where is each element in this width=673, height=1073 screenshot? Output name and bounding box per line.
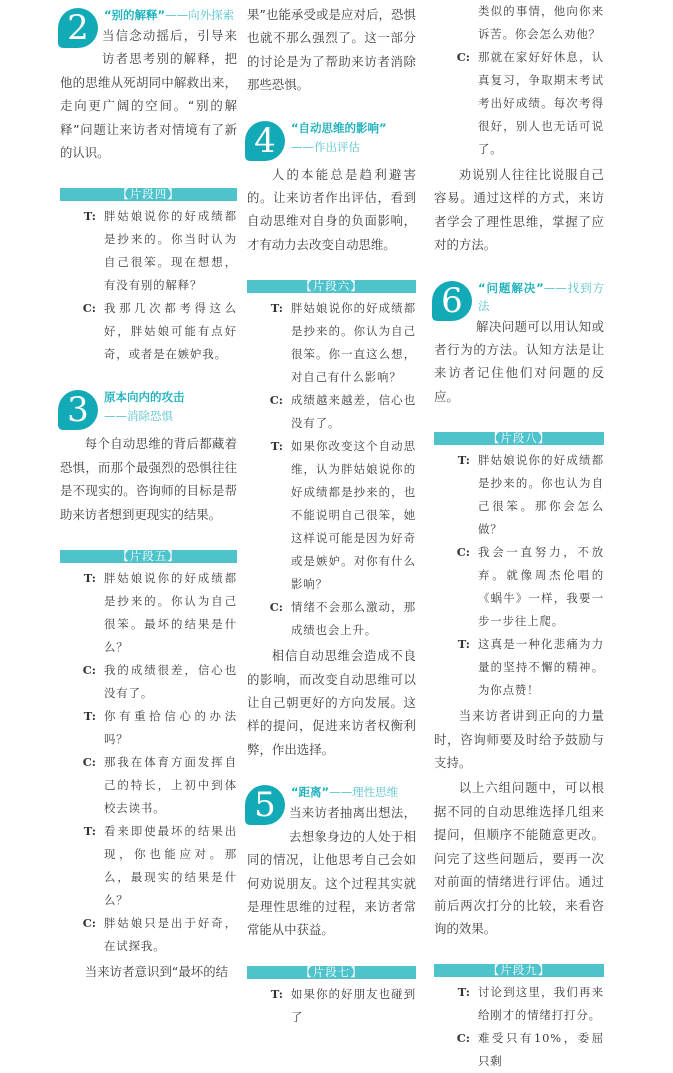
speaker-label: T:: [83, 571, 96, 586]
dialogue-line: [60, 567, 237, 659]
column-3: [434, 0, 604, 1073]
dialogue-text: 我会一直努力，不放弃。就像周杰伦唱的《蜗牛》一样，我要一步一步往上爬。: [478, 545, 604, 629]
dialogue: [60, 205, 237, 366]
dialogue-line: [434, 981, 604, 1027]
dialogue-text: 类似的事情，他向你来诉苦。你会怎么劝他？: [478, 4, 604, 41]
dialogue-line: [60, 705, 237, 751]
excerpt-label-bar: 【片段六】: [247, 280, 416, 293]
section-title-sub: ——理性思维: [329, 785, 399, 800]
section-title-main: “自动思维的影响”: [291, 120, 387, 135]
dialogue-line: [247, 596, 416, 642]
section-subtitle: ——消除恐惧: [104, 409, 173, 424]
speaker-label: [434, 0, 478, 46]
section-heading: [247, 119, 416, 257]
speaker-label: T:: [457, 985, 470, 1000]
section-heading: [247, 783, 416, 941]
section-title-main: “别的解释”: [104, 8, 166, 22]
speaker-label: T:: [270, 986, 283, 1001]
section-number-badge: 5: [245, 785, 285, 825]
speaker-label: T:: [270, 301, 283, 316]
paragraph: 相信自动思维会造成不良的影响，而改变自动思维可以让自己朝更好的方向发展。这样的提问，促进来访者权衡利弊，作出选择。: [247, 648, 416, 757]
dialogue-text: 如果你改变这个自动思维，认为胖姑娘说你的好成绩都是抄来的，也不能说明自己很笨，她这样说可能是因为好奇或是嫉妒。对你有什么影响？: [291, 439, 416, 592]
dialogue-line: [60, 297, 237, 366]
section-paragraph: 当信念动摇后，引导来访者思考别的解释，把他的思维从死胡同中解救出来，走向更广阔的空间。“别的解释”问题让来访者对情境有了新的认识。: [60, 28, 237, 161]
speaker-label: C:: [82, 663, 96, 678]
dialogue-line: [434, 449, 604, 541]
section-number-badge: 3: [58, 390, 98, 430]
dialogue-line: [434, 633, 604, 702]
excerpt-label-bar: 【片段九】: [434, 964, 604, 977]
dialogue-text: 那我在体育方面发挥自己的特长，上初中到体校去读书。: [104, 755, 237, 816]
paragraph: 以上六组问题中，可以根据不同的自动思维选择几组来提问，但顺序不能随意更改。问完了这些问题后，要再一次对前面的情绪进行评估。通过前后两次打分的比较，来看咨询的效果。: [434, 780, 604, 936]
section-title-sub: ——找到方法: [478, 280, 604, 313]
excerpt-label-bar: 【片段四】: [60, 188, 237, 201]
dialogue-line: [60, 820, 237, 912]
dialogue-line: [247, 435, 416, 596]
dialogue-text: 胖姑娘说你的好成绩都是抄来的。你认为自己很笨。你一直这么想，对自己有什么影响？: [291, 301, 416, 385]
excerpt-label-bar: 【片段五】: [60, 550, 237, 563]
dialogue: [434, 0, 604, 161]
column-1: [60, 0, 237, 983]
paragraph: 当来访者意识到“最坏的结: [84, 964, 229, 980]
dialogue: [60, 567, 237, 958]
speaker-label: T:: [270, 439, 283, 454]
paragraph: 劝说别人往往比说服自己容易。通过这样的方式，来访者学会了理性思维，掌握了应对的方法。: [434, 167, 604, 253]
speaker-label: T:: [457, 637, 470, 652]
dialogue-text: 胖姑娘说你的好成绩都是抄来的。你认为自己很笨。最坏的结果是什么？: [104, 571, 237, 655]
section-number-badge: 2: [58, 8, 98, 48]
section-paragraph: 人的本能总是趋利避害的。让来访者作出评估，看到自动思维对自身的负面影响，才有动力去改变自动思维。: [247, 166, 416, 252]
speaker-label: C:: [269, 393, 283, 408]
section-number-badge: 4: [245, 121, 285, 161]
dialogue-line: [247, 297, 416, 389]
section-title-sub: ——向外探索: [165, 8, 235, 22]
dialogue-line: [60, 205, 237, 297]
dialogue-text: 胖姑娘只是出于好奇，在试探我。: [104, 916, 237, 954]
section-number-badge: 6: [432, 281, 472, 321]
dialogue-line: [434, 46, 604, 161]
paragraph: 果”也能承受或是应对后，恐惧也就不那么强烈了。这一部分的讨论是为了帮助来访者消除那些恐惧。: [247, 7, 416, 93]
dialogue: [434, 449, 604, 702]
dialogue: [434, 981, 604, 1073]
dialogue-line: [60, 751, 237, 820]
dialogue-line: [247, 389, 416, 435]
dialogue-text: 你有重拾信心的办法吗？: [104, 709, 237, 747]
speaker-label: C:: [82, 301, 96, 316]
dialogue-text: 难受只有10%，委屈只剩: [478, 1031, 604, 1069]
dialogue-text: 成绩越来越差，信心也没有了。: [291, 393, 416, 431]
dialogue-text: 讨论到这里，我们再来给刚才的情绪打打分。: [478, 985, 604, 1023]
dialogue-text: 那就在家好好休息，认真复习，争取期末考试考出好成绩。每次考得很好，别人也无话可说了。: [478, 50, 604, 156]
speaker-label: T:: [457, 453, 470, 468]
dialogue-text: 这真是一种化悲痛为力量的坚持不懈的精神。为你点赞！: [478, 637, 604, 698]
dialogue-text: 我那几次都考得这么好，胖姑娘可能有点好奇，或者是在嫉妒我。: [104, 301, 237, 362]
speaker-label: C:: [456, 545, 470, 560]
section-title-main: “问题解决”: [478, 280, 544, 295]
section-title-main: “距离”: [291, 785, 330, 800]
excerpt-label-bar: 【片段七】: [247, 966, 416, 979]
dialogue: [247, 297, 416, 642]
section-paragraph: 解决问题可以用认知或者行为的方法。认知方法是让来访者记住他们对问题的反应。: [434, 318, 604, 404]
dialogue-line: [434, 0, 604, 46]
speaker-label: C:: [269, 600, 283, 615]
dialogue-text: 胖姑娘说你的好成绩都是抄来的。你也认为自己很笨。那你会怎么做？: [478, 453, 604, 537]
column-2: [247, 0, 416, 1029]
section-heading: [434, 279, 604, 409]
dialogue-line: [60, 659, 237, 705]
dialogue-text: 情绪不会那么激动，那成绩也会上升。: [291, 600, 416, 638]
paragraph: 当来访者讲到正向的力量时，咨询师要及时给予鼓励与支持。: [434, 708, 604, 771]
section-heading: [60, 6, 237, 164]
dialogue-line: [434, 541, 604, 633]
dialogue-text: 如果你的好朋友也碰到了: [291, 986, 416, 1024]
dialogue-line: [247, 983, 416, 1029]
section-paragraph: 每个自动思维的背后都藏着恐惧，而那个最强烈的恐惧往往是不现实的。咨询师的目标是帮助来访者想到更现实的结果。: [60, 436, 237, 522]
speaker-label: C:: [82, 916, 96, 931]
excerpt-label-bar: 【片段八】: [434, 432, 604, 445]
dialogue-text: 看来即使最坏的结果出现，你也能应对。那么，最现实的结果是什么？: [104, 824, 237, 908]
section-subtitle: ——作出评估: [291, 139, 360, 154]
speaker-label: C:: [82, 755, 96, 770]
dialogue-text: 胖姑娘说你的好成绩都是抄来的。你当时认为自己很笨。现在想想，有没有别的解释？: [104, 209, 237, 293]
dialogue-text: 我的成绩很差，信心也没有了。: [104, 663, 237, 701]
speaker-label: T:: [83, 209, 96, 224]
dialogue-line: [60, 912, 237, 958]
speaker-label: T:: [83, 824, 96, 839]
section-heading: [60, 388, 237, 526]
section-paragraph: 当来访者抽离出想法，去想象身边的人处于相同的情况，让他思考自己会如何劝说朋友。这个过程其实就是理性思维的过程，来访者常常能从中获益。: [247, 805, 416, 938]
dialogue: [247, 983, 416, 1029]
speaker-label: C:: [456, 50, 470, 64]
speaker-label: C:: [456, 1031, 470, 1046]
speaker-label: T:: [83, 709, 96, 724]
section-title-main: 原本向内的攻击: [104, 390, 185, 405]
dialogue-line: [434, 1027, 604, 1073]
